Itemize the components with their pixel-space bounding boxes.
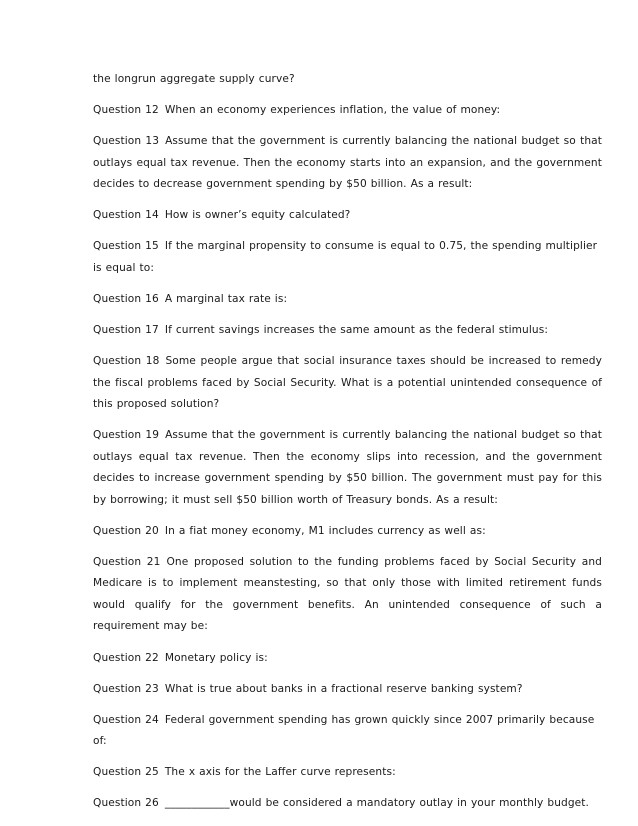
question-text: One proposed solution to the funding problems faced by Social Security and Medicare is to implement meanstesting, so that only those with limited retirement funds would qualify for the government benefits. An unintended consequence of such a requirement may be: (93, 555, 602, 633)
question-20 (93, 521, 602, 543)
question-number: Question 12 (93, 104, 159, 117)
question-text: If current savings increases the same amount as the federal stimulus: (164, 324, 549, 337)
question-text: Monetary policy is: (164, 651, 268, 664)
question-25 (93, 762, 602, 784)
question-number: Question 25 (93, 766, 159, 779)
question-13 (93, 131, 602, 196)
question-text: The x axis for the Laffer curve represents: (164, 766, 396, 779)
question-12 (93, 100, 602, 122)
question-number: Question 13 (93, 135, 160, 148)
question-text: When an economy experiences inflation, the value of money: (164, 104, 501, 117)
question-number: Question 24 (93, 713, 159, 726)
question-23 (93, 679, 602, 701)
question-text: In a fiat money economy, M1 includes currency as well as: (164, 524, 486, 537)
question-24 (93, 710, 602, 753)
question-26 (93, 793, 602, 815)
question-number: Question 21 (93, 555, 161, 568)
question-text: A marginal tax rate is: (164, 292, 288, 305)
question-number: Question 16 (93, 292, 159, 305)
question-15 (93, 236, 602, 279)
question-number: Question 15 (93, 240, 159, 253)
paragraph-text: the longrun aggregate supply curve? (93, 73, 295, 85)
question-number: Question 20 (93, 524, 159, 537)
question-22 (93, 648, 602, 670)
question-number: Question 26 (93, 797, 159, 810)
question-number: Question 17 (93, 324, 159, 337)
question-text: If the marginal propensity to consume is equal to 0.75, the spending multiplier is equal to: (93, 240, 598, 274)
document-page (93, 69, 602, 825)
question-19 (93, 425, 602, 511)
question-16 (93, 289, 602, 311)
paragraph-continuation (93, 69, 602, 91)
question-number: Question 19 (93, 429, 160, 442)
question-18 (93, 351, 602, 416)
question-text: Assume that the government is currently balancing the national budget so that outlays equal tax revenue. Then the economy starts into an expansion, and the government decides to decrease government spending by $50 billion. As a result: (93, 135, 602, 191)
question-text: How is owner’s equity calculated? (164, 209, 351, 222)
question-14 (93, 205, 602, 227)
question-number: Question 23 (93, 682, 159, 695)
question-number: Question 18 (93, 355, 160, 368)
question-number: Question 22 (93, 651, 159, 664)
question-number: Question 14 (93, 209, 159, 222)
question-17 (93, 320, 602, 342)
question-text: ____________would be considered a mandatory outlay in your monthly budget. (164, 797, 590, 810)
question-text: What is true about banks in a fractional reserve banking system? (164, 682, 523, 695)
question-text: Federal government spending has grown quickly since 2007 primarily because of: (93, 713, 595, 748)
question-21 (93, 552, 602, 638)
question-text: Assume that the government is currently balancing the national budget so that outlays equal tax revenue. Then the economy slips into recession, and the government decides to increase government spending by $50 billion. The government must pay for this by borrowing; it must sell $50 billion worth of Treasury bonds. As a result: (93, 429, 602, 506)
question-text: Some people argue that social insurance taxes should be increased to remedy the fiscal problems faced by Social Security. What is a potential unintended consequence of this proposed solution? (93, 355, 602, 411)
